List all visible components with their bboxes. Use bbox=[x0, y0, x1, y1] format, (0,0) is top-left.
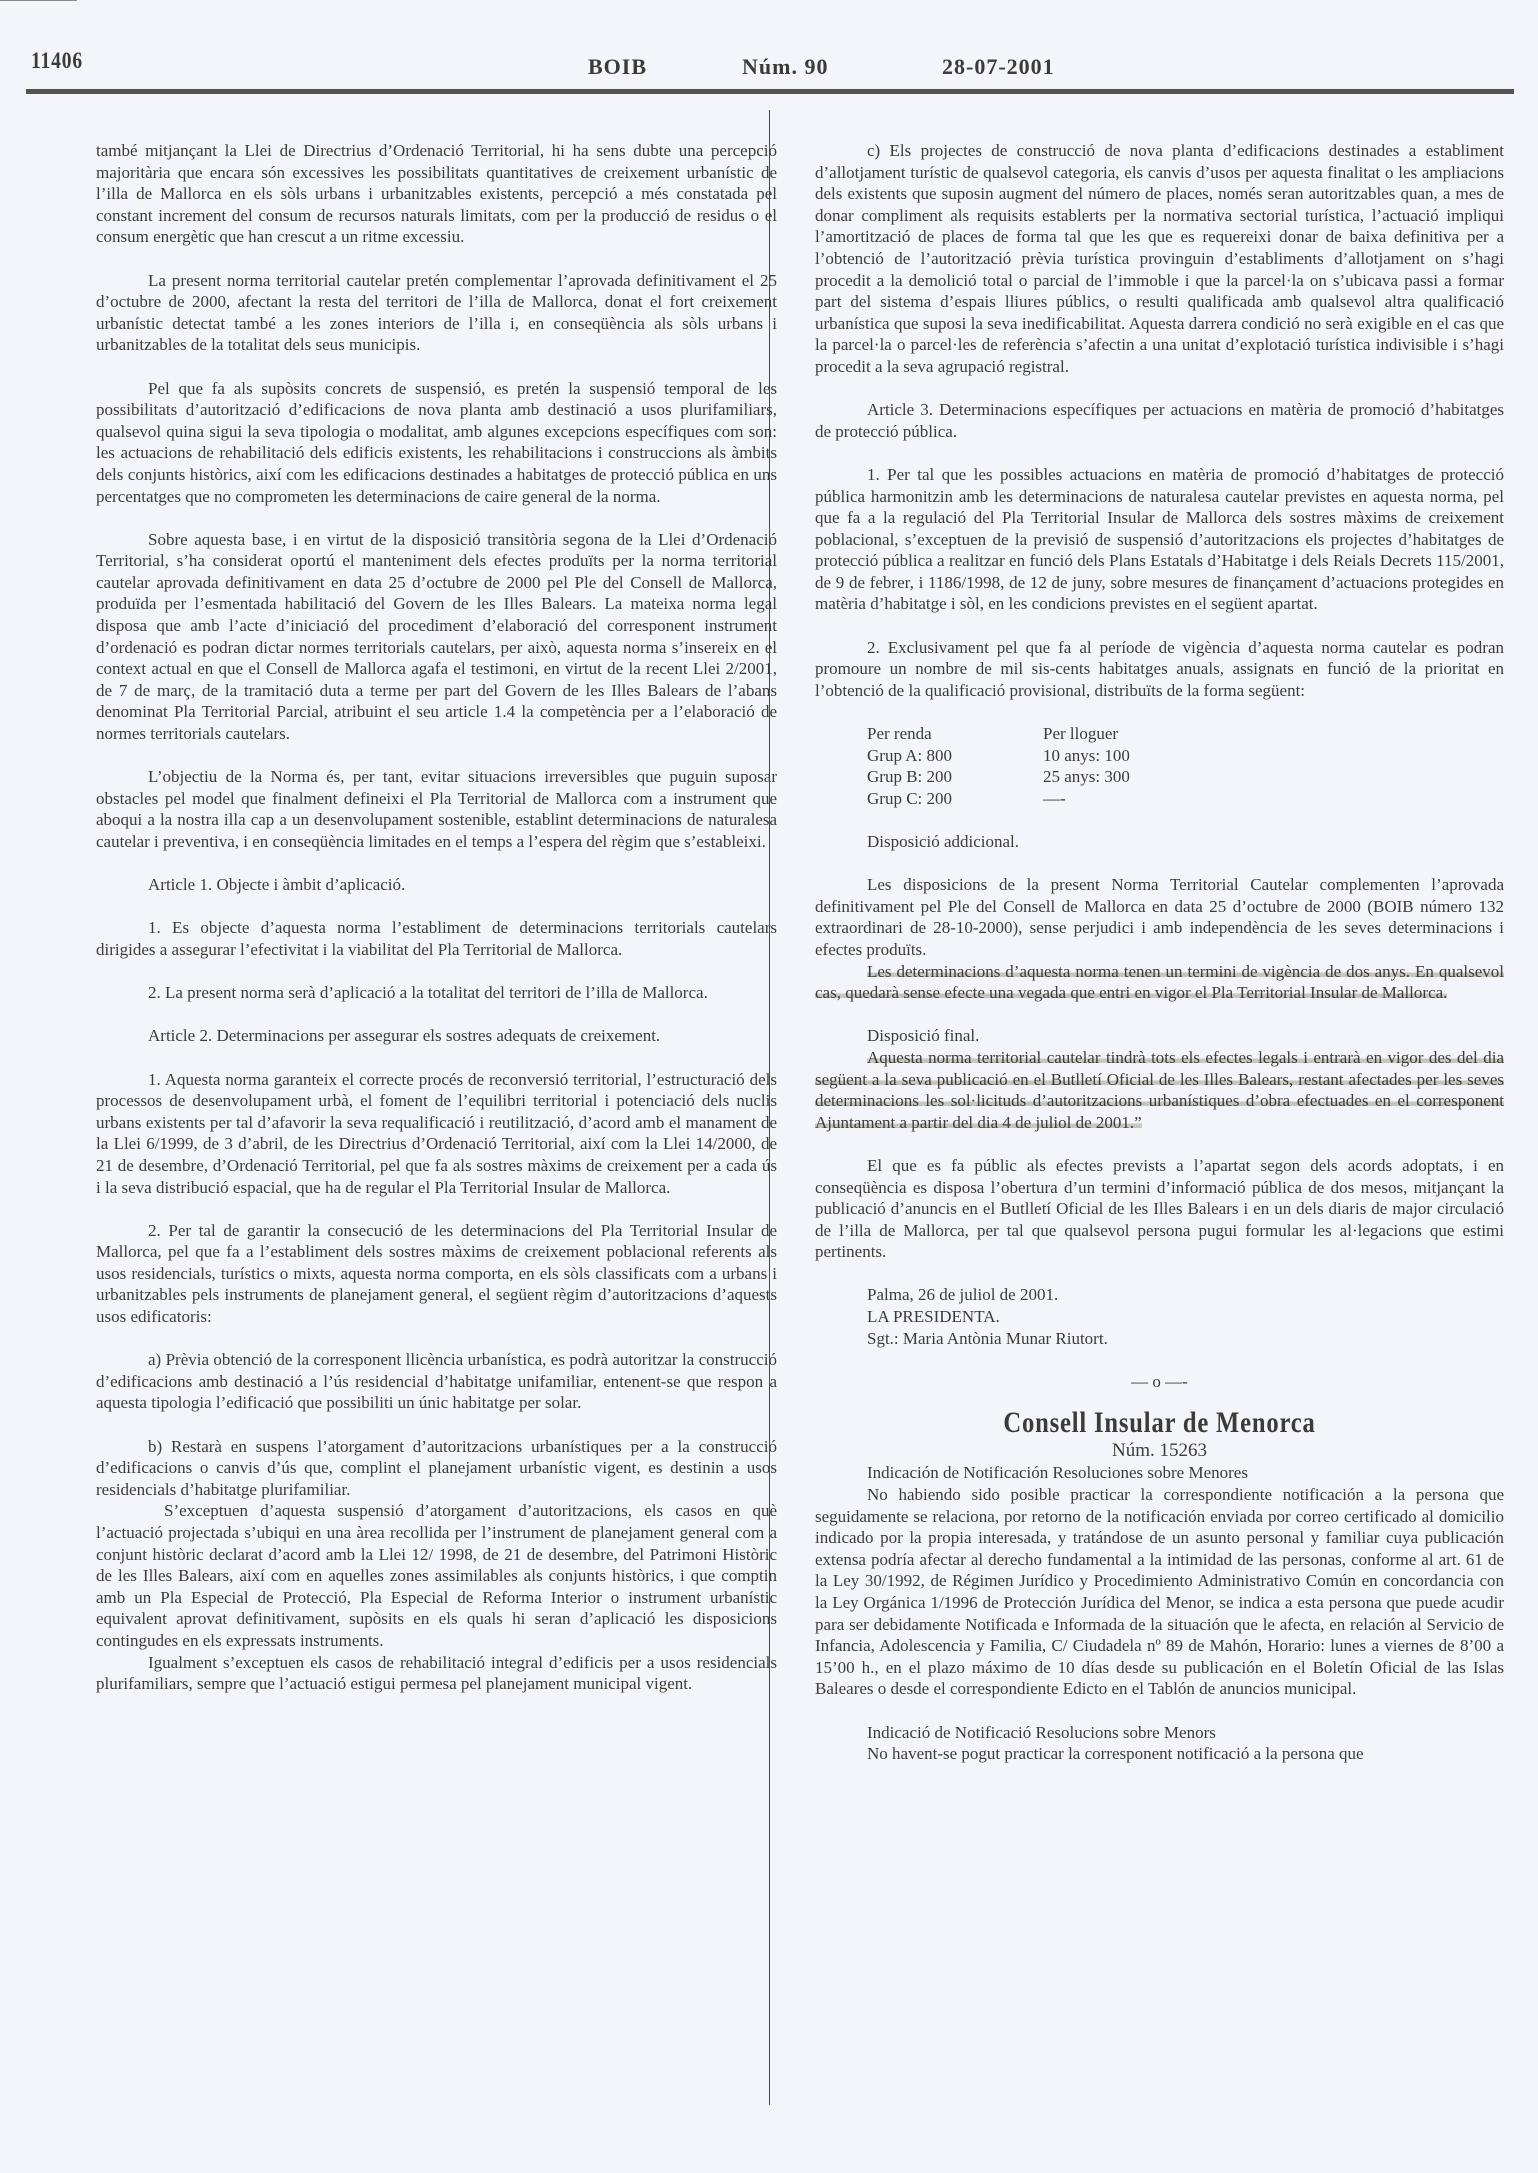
organization-heading: Consell Insular de Menorca bbox=[1003, 1406, 1316, 1440]
highlighted-paragraph bbox=[815, 961, 1504, 1004]
paragraph: Les disposicions de la present Norma Territorial Cautelar complementen l’aprovada definitivament pel Ple del Consell de Mallorca en data 25 d’octubre de 2000 (BOIB número 132 extraordinari de 28-10-2000), sense perjudici i amb independència de les seves determinacions i efectes produïts. bbox=[815, 875, 1504, 959]
highlighted-text: Aquesta norma territorial cautelar tindrà tots els efectes legals i entrarà en vigor des del dia següent a la seva publicació en el Butlletí Oficial de les Illes Balears, restant afectades per les seves determinacions les sol·licituds d’autoritzacions urbanístiques d’obra efectuades en el corresponent Ajuntament a partir del dia 4 de juliol de 2001.” bbox=[815, 1047, 1504, 1132]
issue-date: 28-07-2001 bbox=[942, 54, 1055, 79]
page-header bbox=[0, 0, 1538, 96]
table-row bbox=[867, 788, 1504, 810]
paragraph: 2. Exclusivament pel que fa al període de vigència d’aquesta norma cautelar es podran promoure un nombre de mil sis-cents habitatges anuals, assignats en funció de la prioritat en l’obtenció de la qualificació provisional, distribuïts de la forma següent: bbox=[815, 637, 1504, 700]
table-row bbox=[867, 745, 1504, 767]
paragraph: Sobre aquesta base, i en virtut de la disposició transitòria segona de la Llei d’Ordenació Territorial, s’ha considerat oportú el manteniment dels efectes produïts per la norma territorial cautelar aprovada definitivament en data 25 d’octubre de 2000 pel Ple del Consell de Mallorca, produïda per l’esmentada habilitació del Govern de les Illes Balears. La mateixa norma legal disposa que amb l’acte d’iniciació del procediment d’elaboració del corresponent instrument d’ordenació es podran dictar normes territorials cautelars, per això, aquesta norma s’insereix en el context actual en que el Consell de Mallorca agafa el testimoni, en virtut de la recent Llei 2/2001, de 7 de març, de la tramitació duta a terme per part del Govern de les Illes Balears de l’abans denominat Pla Territorial Parcial, atribuint el seu article 1.4 la competència per a l’elaboració de normes territorials cautelars. bbox=[96, 529, 777, 744]
paragraph: No havent-se pogut practicar la corresponent notificació a la persona que bbox=[867, 1744, 1364, 1764]
paragraph: No habiendo sido posible practicar la correspondiente notificación a la persona que seguidamente se relaciona, por retorno de la notificación enviada por correo certificado al domicilio indicado por la propia interesada, y tratándose de un asunto personal y familiar cuya publicación extensa podría afectar al derecho fundamental a la intimidad de las personas, conforme al art. 61 de la Ley 30/1992, de Régimen Jurídico y Procedimiento Administrativo Común en concordancia con la Ley Orgánica 1/1996 de Protección Jurídica del Menor, se indica a esta persona que puede acudir para ser debidamente Notificada e Informada de la situación que le afecta, en relación al Servicio de Infancia, Adolescencia y Familia, C/ Ciudadela nº 89 de Mahón, Horario: lunes a viernes de 8’00 a 15’00 h., en el plazo máximo de 10 días desde su publicación en el Boletín Oficial de las Islas Baleares o desde el correspondiente Edicto en el Tablón de anuncios municipal. bbox=[815, 1485, 1504, 1699]
article-3-heading: Article 3. Determinacions específiques per actuacions en matèria de promoció d’habitatges de protecció pública. bbox=[815, 400, 1504, 441]
additional-provision-heading: Disposició addicional. bbox=[867, 832, 1020, 851]
notice-title-ca: Indicació de Notificació Resolucions sobre Menors bbox=[867, 1722, 1216, 1742]
paragraph: La present norma territorial cautelar pretén complementar l’aprovada definitivament el 25 d’octubre de 2000, afectant la resta del territori de l’illa de Mallorca, donat el fort creixement urbanístic detectat també a les zones interiors de l’illa i, en conseqüència als sòls urbans i urbanitzables de la totalitat dels seus municipis. bbox=[96, 270, 777, 355]
highlighted-paragraph bbox=[815, 1047, 1504, 1133]
table-cell: Grup A: 800 bbox=[867, 745, 952, 765]
paragraph: 1. Per tal que les possibles actuacions en matèria de promoció d’habitatges de protecció pública harmonitzin amb les determinacions de naturalesa cautelar previstes en aquesta norma, pel que fa a la regulació del Pla Territorial Insular de Mallorca dels sostres màxims de creixement poblacional, s’exceptuen de la previsió de suspensió d’autoritzacions els projectes d’habitatges de protecció pública a realitzar en funció dels Plans Estatals d’Habitatge i dels Reials Decrets 115/2001, de 9 de febrer, i 1186/1998, de 12 de juny, sobre mesures de finançament d’actuacions protegides en matèria d’habitatge i sòl, en les condicions previstes en el següent apartat. bbox=[815, 464, 1504, 614]
section-separator: — o —- bbox=[1131, 1371, 1188, 1391]
table-header-row bbox=[867, 723, 1504, 745]
paragraph: a) Prèvia obtenció de la corresponent llicència urbanística, es podrà autoritzar la construcció d’edificacions amb destinació a l’ús residencial d’habitatge unifamiliar, entenent-se que respon a aquesta tipologia l’edificació que possibiliti un únic habitatge per solar. bbox=[96, 1350, 777, 1413]
paragraph: b) Restarà en suspens l’atorgament d’autoritzacions urbanístiques per a la construcció d’edificacions o canvis d’ús que, complint el planejament urbanístic vigent, es destinin a usos residencials d’habitatge plurifamiliar. bbox=[96, 1436, 777, 1499]
table-cell: 10 anys: 100 bbox=[1043, 745, 1130, 765]
signature-role: LA PRESIDENTA. bbox=[867, 1307, 1000, 1327]
paragraph: Pel que fa als supòsits concrets de suspensió, es pretén la suspensió temporal de les possibilitats d’autorització d’edificacions de nova planta amb destinació a usos plurifamiliars, qualsevol quina sigui la seva tipologia o modalitat, amb algunes excepcions específiques com son: les actuacions de rehabilitació dels edificis existents, les rehabilitacions i construccions als àmbits dels conjunts històrics, així com les edificacions destinades a habitatges de protecció pública en uns percentatges que no comprometen les determinacions de caire general de la norma. bbox=[96, 378, 777, 506]
paragraph: també mitjançant la Llei de Directrius d’Ordenació Territorial, hi ha sens dubte una percepció majoritària que encara són excessives les possibilitats quantitatives de creixement urbanístic de l’illa de Mallorca en els sòls urbans i urbanitzables existents, percepció a més constatada pel constant increment del consum de recursos naturals limitats, com per la producció de residus o el consum energètic que han crescut a un ritme excessiu. bbox=[96, 141, 777, 247]
signature-block bbox=[815, 1284, 1504, 1349]
notice-number: Núm. 15263 bbox=[1112, 1440, 1207, 1462]
paragraph: 2. Per tal de garantir la consecució de les determinacions del Pla Territorial Insular de Mallorca, pel que fa a l’establiment dels sostres màxims de creixement poblacional referents als usos residencials, turístics o mixts, aquesta norma comporta, en els sòls classificats com a urbans i urbanitzables pels instruments de planejament general, el següent règim d’autoritzacions d’aquests usos edificatoris: bbox=[96, 1220, 777, 1327]
table-header: Per renda bbox=[867, 724, 932, 744]
paragraph: S’exceptuen d’aquesta suspensió d’atorgament d’autoritzacions, els casos en què l’actuació projectada s’ubiqui en una àrea recollida per l’instrument de planejament general com a conjunt històric declarat d’acord amb la Llei 12/ 1998, de 21 de desembre, del Patrimoni Històric de les Illes Balears, així com en aquelles zones assimilables als conjunts històrics, i que comptin amb un Pla Especial de Protecció, Pla Especial de Reforma Interior o instrument urbanístic equivalent aprovat definitivament, supòsits en els quals hi seran d’aplicació les disposicions contingudes en els expressats instruments. bbox=[96, 1501, 777, 1650]
paragraph: c) Els projectes de construcció de nova planta d’edificacions destinades a establiment d’allotjament turístic de qualsevol categoria, els canvis d’usos per aquesta finalitat o les ampliacions dels existents que suposin augment del número de places, només seran autoritzables quan, a mes de donar compliment als requisits establerts per la normativa sectorial turística, l’actuació impliqui l’amortització de places de forma tal que les que es requereixi donar de baixa definitiva per a l’obtenció de l’autorització prèvia turística provinguin d’establiments d’allotjament on s’hagi procedit a la demolició total o parcial de l’immoble i que la parcel·la on s’ubicava passi a formar part del sistema d’espais lliures públics, o resulti qualificada amb qualsevol altra qualificació urbanística que suposi la seva inedificabilitat. Aquesta darrera condició no serà exigible en el cas que la parcel·la o parcel·les de referència s’afectin a una unitat d’explotació turística indivisible i s’hagi procedit a la seva agrupació registral. bbox=[815, 141, 1504, 376]
highlighted-text: Les determinacions d’aquesta norma tenen un termini de vigència de dos anys. En qualsevol cas, quedarà sense efecte una vegada que entri en vigor el Pla Territorial Insular de Mallorca. bbox=[815, 961, 1504, 1003]
paragraph: Igualment s’exceptuen els casos de rehabilitació integral d’edificis per a usos residencials plurifamiliars, sempre que l’actuació estigui permesa pel planejament municipal vigent. bbox=[96, 1652, 777, 1694]
header-rule bbox=[26, 89, 1514, 94]
table-row bbox=[867, 766, 1504, 788]
table-cell: 25 anys: 300 bbox=[1043, 767, 1130, 787]
paragraph: 2. La present norma serà d’aplicació a la totalitat del territori de l’illa de Mallorca. bbox=[148, 983, 708, 1003]
paragraph: El que es fa públic als efectes prevists a l’apartat segon dels acords adoptats, i en conseqüència es disposa l’obertura d’un termini d’informació pública de dos mesos, mitjançant la publicació d’anuncis en el Butlletí Oficial de les Illes Balears i en un dels diaris de major circulació de l’illa de Mallorca, per tal que qualsevol persona pugui formular les al·legacions que estimi pertinents. bbox=[815, 1155, 1504, 1262]
issue-number: Núm. 90 bbox=[742, 54, 829, 79]
left-column bbox=[96, 140, 777, 1695]
table-cell: —- bbox=[1043, 788, 1066, 808]
housing-distribution-table bbox=[815, 723, 1504, 809]
table-cell: Grup C: 200 bbox=[867, 788, 952, 808]
signature-place-date: Palma, 26 de juliol de 2001. bbox=[867, 1285, 1059, 1305]
paragraph: 1. Aquesta norma garanteix el correcte procés de reconversió territorial, l’estructuració dels processos de desenvolupament urbà, el foment de l’equilibri territorial i potenciació dels nuclis urbans existents per tal d’afavorir la seva requalificació i reutilització, d’acord amb el manament de la Llei 6/1999, de 3 d’abril, de les Directrius d’Ordenació Territorial, així com la Llei 14/2000, de 21 de desembre, d’Ordenació Territorial, pel que fa als sostres màxims de creixement per a cada ús i la seva distribució espacial, que ha de regular el Pla Territorial Insular de Mallorca. bbox=[96, 1069, 777, 1197]
final-provision-heading: Disposició final. bbox=[867, 1026, 980, 1046]
publication-name: BOIB bbox=[588, 54, 648, 79]
notice-title-es: Indicación de Notificación Resoluciones sobre Menores bbox=[867, 1463, 1248, 1483]
page-number: 11406 bbox=[31, 48, 84, 73]
right-column bbox=[815, 140, 1504, 1765]
article-1-heading: Article 1. Objecte i àmbit d’aplicació. bbox=[148, 875, 406, 895]
signature-name: Sgt.: Maria Antònia Munar Riutort. bbox=[867, 1328, 1108, 1348]
article-2-heading: Article 2. Determinacions per assegurar els sostres adequats de creixement. bbox=[148, 1026, 661, 1046]
table-header: Per lloguer bbox=[1043, 724, 1119, 744]
table-cell: Grup B: 200 bbox=[867, 767, 952, 787]
paragraph: L’objectiu de la Norma és, per tant, evitar situacions irreversibles que puguin suposar obstacles pel model que finalment defineixi el Pla Territorial de Mallorca com a instrument que aboqui a la nostra illa cap a un desenvolupament sostenible, establint determinacions de naturalesa cautelar i preventiva, i en conseqüència limitades en el temps a l’espera del règim que s’estableixi. bbox=[96, 767, 777, 851]
paragraph: 1. Es objecte d’aquesta norma l’establiment de determinacions territorials cautelars dirigides a assegurar l’efectivitat i la viabilitat del Pla Territorial de Mallorca. bbox=[96, 918, 777, 959]
